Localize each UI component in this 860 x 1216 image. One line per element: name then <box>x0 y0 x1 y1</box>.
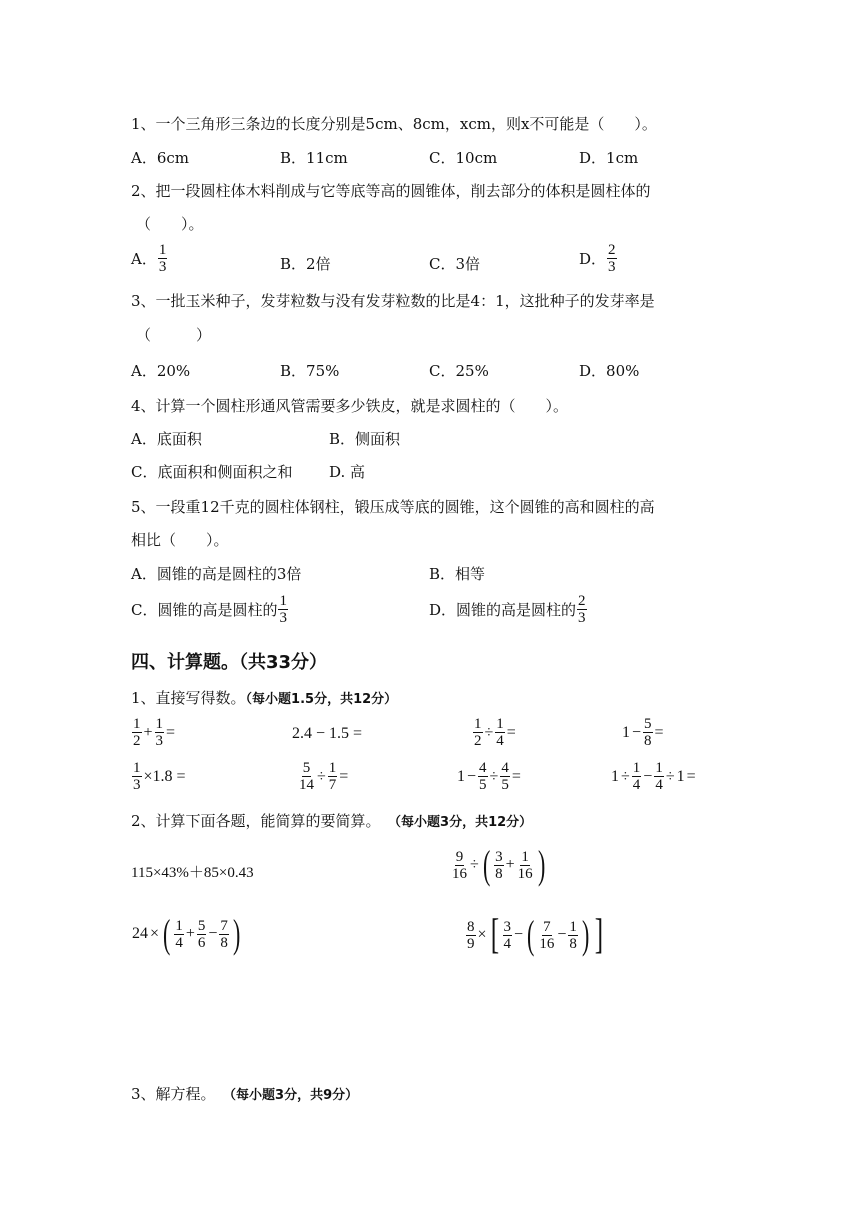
number: 1 <box>457 767 465 785</box>
left-paren: ( <box>482 842 491 887</box>
equals-sign: = <box>511 767 521 785</box>
calc-1-3 <box>472 716 517 749</box>
fraction: $\frac{1}{4}$ <box>655 760 663 793</box>
subsection-2-title <box>131 810 532 831</box>
subsection-3-title <box>131 1083 358 1104</box>
q4-option-c: C．底面积和侧面积之和 <box>131 463 293 481</box>
q5-option-a: A．圆锥的高是圆柱的3倍 <box>131 565 302 583</box>
fraction: $\frac{1}{7}$ <box>328 760 337 793</box>
calc-2-4 <box>610 760 697 793</box>
q3-option-a: A．20% <box>131 362 191 380</box>
q5-c-prefix: C．圆锥的高是圆柱的 <box>131 601 278 619</box>
q2-option-a <box>131 242 168 275</box>
fraction: $\frac{1}{4}$ <box>175 917 183 951</box>
right-paren: ) <box>232 911 241 956</box>
fraction: $\frac{5}{8}$ <box>644 716 652 749</box>
q3-option-b: B．75% <box>280 362 340 380</box>
fraction: $\frac{3}{8}$ <box>495 848 503 882</box>
equals-sign: = <box>166 723 176 741</box>
times-sign: × <box>477 926 487 943</box>
fraction: $\frac{8}{9}$ <box>467 918 475 952</box>
fraction: $\frac{1}{3}$ <box>133 760 141 793</box>
fraction: $\frac{1}{2}$ <box>474 716 482 749</box>
right-paren: ) <box>581 912 590 957</box>
subsection-1-note: （每小题1.5分，共12分） <box>245 692 398 707</box>
calc-1-4 <box>621 716 665 749</box>
q3-option-d: D．80% <box>579 362 640 380</box>
fraction: $\frac{5}{6}$ <box>197 917 206 951</box>
minus-sign: − <box>514 926 524 943</box>
calc-1-1 <box>131 716 176 749</box>
q4-option-b: B．侧面积 <box>329 430 401 448</box>
left-paren: ( <box>163 911 171 956</box>
fraction: $\frac{3}{4}$ <box>503 918 512 952</box>
q2-d-fraction: $\frac{2}{3}$ <box>608 242 616 275</box>
q2-a-prefix: A． <box>131 250 157 268</box>
question-4-text: 4、计算一个圆柱形通风管需要多少铁皮，就是求圆柱的（ ）。 <box>131 397 569 415</box>
fraction: $\frac{5}{14}$ <box>299 760 314 793</box>
section-4-heading: 四、计算题。（共33分） <box>131 652 328 673</box>
calc-2-1 <box>131 760 187 793</box>
fraction: $\frac{9}{16}$ <box>452 848 467 882</box>
question-2-line2: （ ）。 <box>136 215 204 233</box>
number: 1 <box>676 767 685 785</box>
divide-sign: ÷ <box>484 723 494 741</box>
minus-sign: − <box>557 926 567 943</box>
q1-option-b: B．11cm <box>280 149 348 167</box>
q5-option-b: B．相等 <box>429 565 486 583</box>
fraction: $\frac{4}{5}$ <box>479 760 487 793</box>
question-2-line1: 2、把一段圆柱体木料削成与它等底等高的圆锥体，削去部分的体积是圆柱体的 <box>131 182 651 200</box>
calc-expression-3 <box>131 911 243 956</box>
question-3-line2: （ ） <box>136 326 212 344</box>
number: 1 <box>611 767 619 785</box>
calc-expression-4 <box>465 914 606 956</box>
subsection-2-note: （每小题3分，共12分） <box>394 815 533 830</box>
divide-sign: ÷ <box>665 767 675 785</box>
minus-sign: − <box>208 925 218 942</box>
equals-sign: = <box>339 767 349 785</box>
equals-sign: = <box>654 723 664 741</box>
q4-option-a: A．底面积 <box>131 430 202 448</box>
fraction: $\frac{7}{16}$ <box>539 918 555 952</box>
subsection-1-title <box>131 687 397 708</box>
plus-sign: + <box>185 925 195 942</box>
q1-option-a: A．6cm <box>131 149 190 167</box>
plus-sign: + <box>505 856 515 873</box>
left-paren: ( <box>527 912 535 957</box>
times-expression: ×1.8 = <box>143 767 186 785</box>
minus-sign: − <box>643 767 653 785</box>
calc-2-2 <box>297 760 349 793</box>
times-sign: × <box>150 925 160 942</box>
divide-sign: ÷ <box>470 856 479 873</box>
fraction: $\frac{4}{5}$ <box>501 760 509 793</box>
q5-option-c <box>131 593 289 626</box>
left-bracket: [ <box>490 912 499 958</box>
number: 1 <box>622 723 630 741</box>
divide-sign: ÷ <box>621 767 630 785</box>
fraction: $\frac{1}{4}$ <box>632 760 641 793</box>
question-5-line1: 5、一段重12千克的圆柱体钢柱，锻压成等底的圆锥，这个圆锥的高和圆柱的高 <box>131 498 655 516</box>
divide-sign: ÷ <box>317 767 326 785</box>
q5-option-d <box>429 593 588 626</box>
q2-option-b: B．2倍 <box>280 255 331 273</box>
calc-1-2: 2.4 − 1.5 = <box>292 725 363 742</box>
question-3-line1: 3、一批玉米种子，发芽粒数与没有发芽粒数的比是4：1，这批种子的发芽率是 <box>131 292 655 310</box>
divide-sign: ÷ <box>489 767 499 785</box>
calc-expression-1: 115×43%＋85×0.43 <box>131 865 254 881</box>
question-5-line2: 相比（ ）。 <box>131 531 229 549</box>
fraction: $\frac{1}{16}$ <box>517 848 533 882</box>
calc-expression-2 <box>450 842 548 887</box>
q2-d-prefix: D． <box>579 250 607 268</box>
fraction: $\frac{7}{8}$ <box>220 917 228 951</box>
q5-d-prefix: D．圆锥的高是圆柱的 <box>429 601 577 619</box>
calc-2-3 <box>456 760 522 793</box>
plus-sign: + <box>143 723 153 741</box>
q1-option-d: D．1cm <box>579 149 639 167</box>
equals-sign: = <box>506 723 516 741</box>
minus-sign: − <box>467 767 477 785</box>
q2-a-fraction: $\frac{1}{3}$ <box>158 242 167 275</box>
number: 24 <box>132 925 148 942</box>
q3-option-c: C．25% <box>429 362 489 380</box>
right-bracket: ] <box>595 912 604 958</box>
fraction: $\frac{1}{4}$ <box>496 716 504 749</box>
fraction: $\frac{1}{3}$ <box>155 716 164 749</box>
equals-sign: = <box>686 767 696 785</box>
subsection-1-label: 1、直接写得数。 <box>131 689 246 707</box>
q5-c-fraction: $\frac{1}{3}$ <box>279 593 287 626</box>
fraction: $\frac{1}{8}$ <box>569 918 577 952</box>
q1-option-c: C．10cm <box>429 149 498 167</box>
q4-option-d: D. 高 <box>329 463 366 481</box>
subsection-3-note: （每小题3分，共9分） <box>229 1088 359 1103</box>
subsection-2-label: 2、计算下面各题，能简算的要简算。 <box>131 812 381 830</box>
right-paren: ) <box>537 842 545 887</box>
q5-d-fraction: $\frac{2}{3}$ <box>578 593 586 626</box>
subsection-3-label: 3、解方程。 <box>131 1085 216 1103</box>
fraction: $\frac{1}{2}$ <box>133 716 141 749</box>
question-1-text: 1、一个三角形三条边的长度分别是5cm、8cm，xcm，则x不可能是（ ）。 <box>131 115 657 133</box>
q2-option-d <box>579 242 618 275</box>
minus-sign: − <box>632 723 642 741</box>
q2-option-c: C．3倍 <box>429 255 481 273</box>
